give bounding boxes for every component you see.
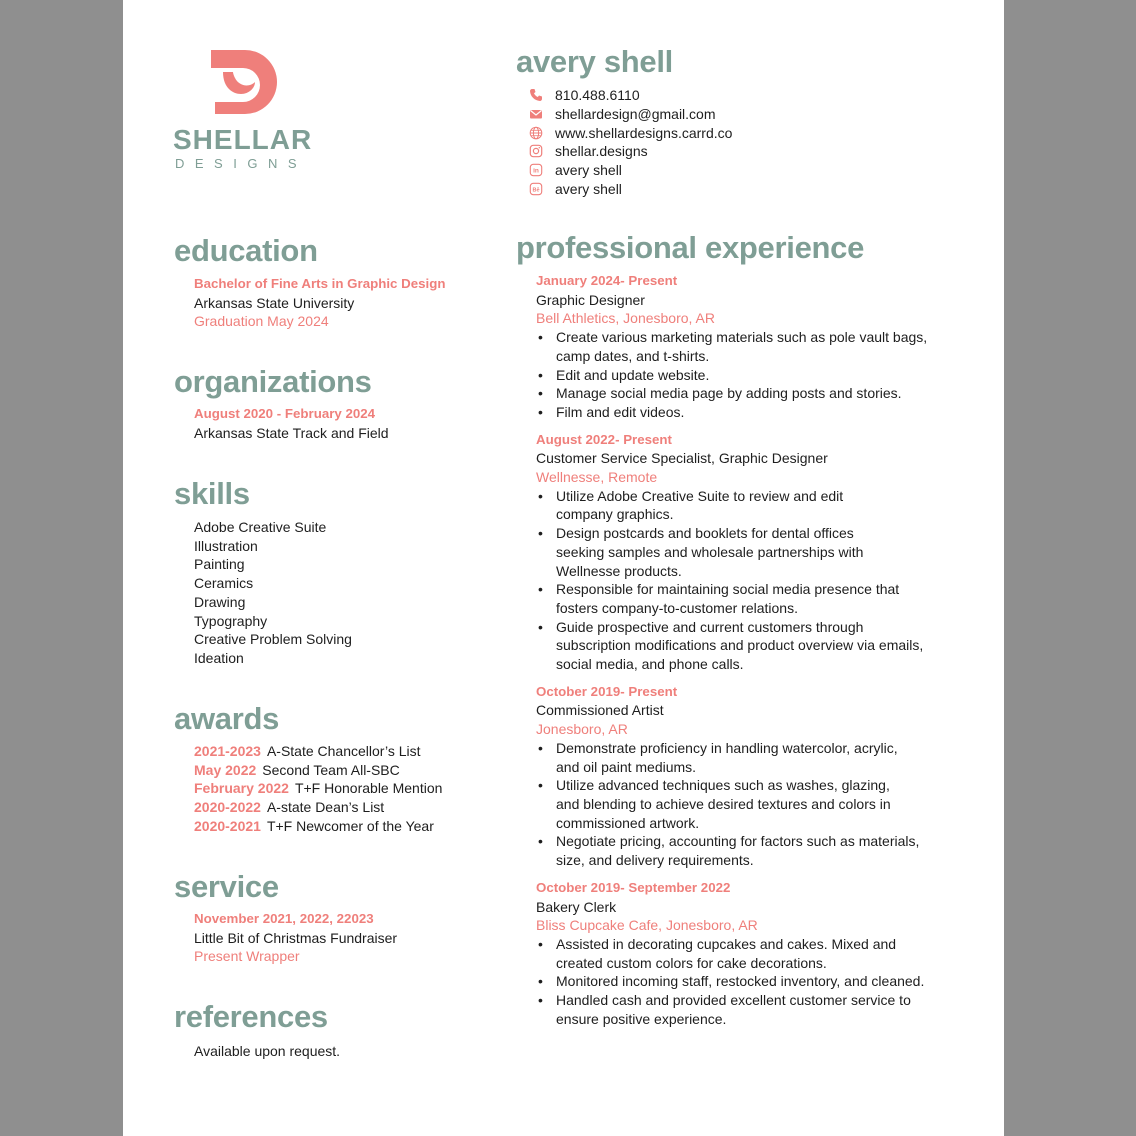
bullet-line: ensure positive experience. <box>556 1010 727 1027</box>
contact-text[interactable]: avery shell <box>555 162 622 179</box>
experience-list <box>536 272 976 1037</box>
job-dates: August 2022- Present <box>536 431 672 447</box>
contact-text[interactable]: avery shell <box>555 180 622 197</box>
bullet-line: • Handled cash and provided excellent customer service to <box>556 992 911 1009</box>
job-title: Bakery Clerk <box>536 898 617 915</box>
bullet-line: Wellnesse products. <box>556 562 682 579</box>
logo-name: SHELLAR <box>173 124 313 155</box>
award-item <box>194 798 442 817</box>
logo-subtitle: DESIGNS <box>175 156 308 171</box>
bullet-line: and oil paint mediums. <box>556 758 697 775</box>
skills-heading: skills <box>174 476 250 511</box>
bullet-line: • Create various marketing materials such as pole vault bags, <box>556 329 928 346</box>
organization-name: Arkansas State Track and Field <box>194 424 389 441</box>
job-bullet <box>556 403 976 422</box>
award-item <box>194 779 442 798</box>
job-title: Customer Service Specialist, Graphic Designer <box>536 450 828 467</box>
award-item <box>194 817 442 836</box>
award-item <box>194 761 442 780</box>
svg-text:Bē: Bē <box>532 187 540 194</box>
organization-dates: August 2020 - February 2024 <box>194 406 376 421</box>
award-date: 2020-2021 <box>194 817 261 834</box>
contact-list <box>529 86 732 198</box>
job-bullets <box>536 487 976 674</box>
skill-item: Ideation <box>194 649 244 666</box>
service-heading: service <box>174 869 279 904</box>
award-title: T+F Honorable Mention <box>294 780 443 797</box>
logo-mark-icon <box>203 48 283 118</box>
job-bullets <box>536 935 976 1029</box>
contact-text[interactable]: 810.488.6110 <box>555 87 640 104</box>
job-bullet <box>556 366 976 385</box>
instagram-icon <box>529 144 543 158</box>
job-dates: October 2019- Present <box>536 683 678 699</box>
logo <box>173 48 313 173</box>
linkedin-icon <box>529 163 543 177</box>
job-entry <box>536 879 976 1029</box>
references-heading: references <box>174 999 328 1034</box>
job-entry <box>536 431 976 674</box>
bullet-line: • Utilize advanced techniques such as washes, glazing, <box>556 777 890 794</box>
contact-phone <box>529 86 732 105</box>
skills-list <box>194 518 352 668</box>
contact-email <box>529 105 732 124</box>
bullet-line: • Negotiate pricing, accounting for factors such as materials, <box>556 833 920 850</box>
bullet-line: and blending to achieve desired textures and colors in <box>556 795 891 812</box>
award-title: A-state Dean’s List <box>266 799 385 816</box>
degree: Bachelor of Fine Arts in Graphic Design <box>194 276 446 291</box>
bullet-line: • Monitored incoming staff, restocked inventory, and cleaned. <box>556 973 925 990</box>
job-bullets <box>536 328 976 422</box>
contact-behance <box>529 179 732 198</box>
award-title: Second Team All-SBC <box>262 761 400 778</box>
education-entry <box>194 275 445 331</box>
experience-heading: professional experience <box>516 230 865 265</box>
award-item <box>194 742 442 761</box>
resume-page <box>123 0 1004 1136</box>
job-bullet <box>556 328 976 365</box>
graduation: Graduation May 2024 <box>194 313 329 330</box>
skill-item: Illustration <box>194 537 258 554</box>
contact-website <box>529 123 732 142</box>
contact-text[interactable]: shellardesign@gmail.com <box>555 106 716 123</box>
service-role: Present Wrapper <box>194 948 300 965</box>
job-company: Bell Athletics, Jonesboro, AR <box>536 310 715 327</box>
job-bullet <box>556 935 976 972</box>
job-company: Jonesboro, AR <box>536 721 628 738</box>
bullet-line: • Demonstrate proficiency in handling watercolor, acrylic, <box>556 739 898 756</box>
globe-icon <box>529 126 543 140</box>
skill-item: Creative Problem Solving <box>194 631 352 648</box>
job-bullets <box>536 739 976 870</box>
job-bullet <box>556 580 976 617</box>
award-date: February 2022 <box>194 780 289 797</box>
bullet-line: • Film and edit videos. <box>556 403 685 420</box>
bullet-line: subscription modifications and product overview via emails, <box>556 637 924 654</box>
bullet-line: commissioned artwork. <box>556 814 700 831</box>
bullet-line: • Utilize Adobe Creative Suite to review and edit <box>556 487 844 504</box>
job-bullet <box>556 832 976 869</box>
bullet-line: • Design postcards and booklets for dental offices <box>556 525 854 542</box>
job-dates: October 2019- September 2022 <box>536 879 731 895</box>
education-heading: education <box>174 233 318 268</box>
bullet-line: fosters company-to-customer relations. <box>556 599 798 616</box>
skill-item: Ceramics <box>194 575 254 592</box>
service-dates: November 2021, 2022, 22023 <box>194 911 374 926</box>
service-name: Little Bit of Christmas Fundraiser <box>194 929 398 946</box>
contact-linkedin <box>529 161 732 180</box>
person-name: avery shell <box>516 44 673 79</box>
phone-icon <box>529 88 543 102</box>
job-bullet <box>556 972 976 991</box>
service-entry <box>194 910 397 966</box>
job-bullet <box>556 384 976 403</box>
skill-item: Typography <box>194 612 268 629</box>
job-bullet <box>556 739 976 776</box>
skill-item: Drawing <box>194 593 246 610</box>
job-dates: January 2024- Present <box>536 273 678 288</box>
references-entry <box>194 1042 340 1061</box>
award-date: 2021-2023 <box>194 743 261 759</box>
school: Arkansas State University <box>194 294 355 311</box>
references-text: Available upon request. <box>194 1043 341 1059</box>
job-entry <box>536 272 976 422</box>
bullet-line: seeking samples and wholesale partnerships with <box>556 543 864 560</box>
job-company: Wellnesse, Remote <box>536 469 658 486</box>
organizations-heading: organizations <box>174 364 372 399</box>
behance-icon <box>529 182 543 196</box>
award-title: A-State Chancellor’s List <box>266 743 421 759</box>
bullet-line: • Responsible for maintaining social media presence that <box>556 581 900 598</box>
job-bullet <box>556 524 976 580</box>
award-date: May 2022 <box>194 761 257 778</box>
bullet-line: • Manage social media page by adding posts and stories. <box>556 385 902 402</box>
awards-list <box>194 742 442 836</box>
bullet-line: created custom colors for cake decorations. <box>556 954 827 971</box>
contact-text[interactable]: www.shellardesigns.carrd.co <box>555 124 733 141</box>
award-title: T+F Newcomer of the Year <box>266 817 434 834</box>
award-date: 2020-2022 <box>194 799 261 816</box>
organization-entry <box>194 405 389 442</box>
job-title: Commissioned Artist <box>536 702 664 719</box>
job-bullet <box>556 776 976 832</box>
contact-text[interactable]: shellar.designs <box>555 143 648 160</box>
bullet-line: size, and delivery requirements. <box>556 852 754 869</box>
job-title: Graphic Designer <box>536 291 645 308</box>
skill-item: Adobe Creative Suite <box>194 519 327 535</box>
job-bullet <box>556 991 976 1028</box>
bullet-line: company graphics. <box>556 506 674 523</box>
job-company: Bliss Cupcake Cafe, Jonesboro, AR <box>536 917 758 934</box>
bullet-line: camp dates, and t-shirts. <box>556 347 710 364</box>
job-bullet <box>556 487 976 524</box>
contact-instagram <box>529 142 732 161</box>
bullet-line: • Edit and update website. <box>556 366 710 383</box>
bullet-line: • Assisted in decorating cupcakes and cakes. Mixed and <box>556 935 897 952</box>
job-entry <box>536 683 976 870</box>
awards-heading: awards <box>174 701 280 736</box>
bullet-line: social media, and phone calls. <box>556 656 744 673</box>
email-icon <box>529 107 543 121</box>
bullet-line: • Guide prospective and current customers through <box>556 618 864 635</box>
job-bullet <box>556 618 976 674</box>
svg-text:in: in <box>533 167 539 175</box>
skill-item: Painting <box>194 556 245 573</box>
